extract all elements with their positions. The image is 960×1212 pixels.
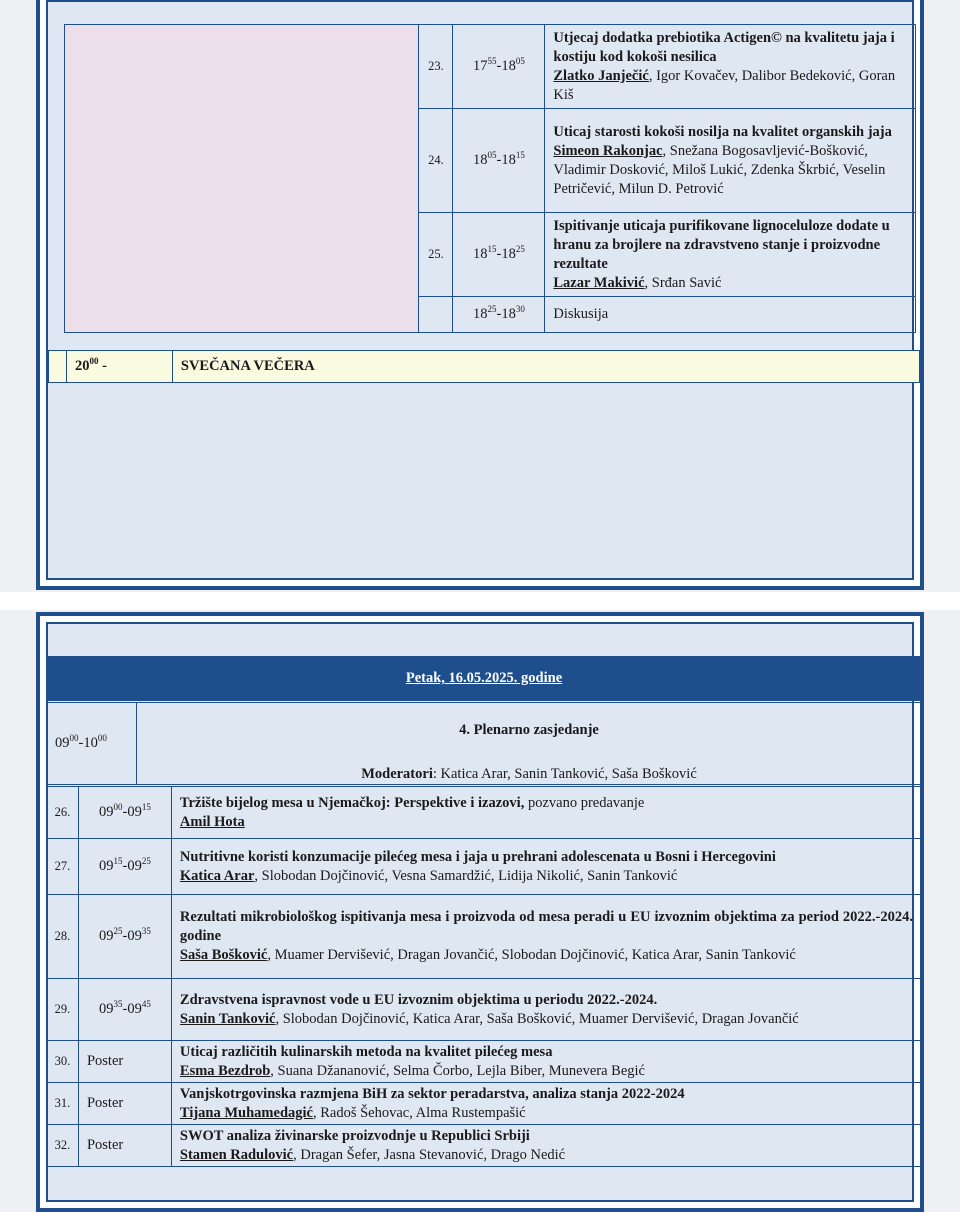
talk-title: Zdravstvena ispravnost vode u EU izvoznim objektima u periodu 2022.-2024.	[179, 991, 658, 1008]
talk-authors: Saša Bošković, Muamer Dervišević, Dragan Jovančić, Slobodan Dojčinović, Katica Arar, Sanin Tanković	[179, 947, 796, 963]
talk-details	[171, 895, 921, 979]
talk-title: Ispitivanje uticaja purifikovane lignoceluloze dodate u hranu za brojlere na zdravstveno stanje i proizvodne rezultate	[553, 217, 890, 272]
poster-details	[171, 1125, 921, 1167]
program-page-1	[36, 0, 924, 590]
session-table	[64, 24, 916, 333]
dinner-row	[48, 350, 920, 383]
page-frame	[46, 622, 914, 1202]
lead-author: Simeon Rakonjac	[553, 142, 663, 159]
talk-title: Tržište bijelog mesa u Njemačkoj: Perspektive i izazovi,	[179, 794, 525, 811]
talks-table	[46, 786, 922, 1167]
lead-author: Tijana Muhamedagić	[179, 1104, 313, 1121]
lead-author: Lazar Makivić	[553, 274, 645, 291]
talk-time: $09^{25}-09^{35}$	[78, 895, 171, 979]
talk-time: $09^{15}-09^{25}$	[78, 839, 171, 895]
lead-author: Esma Bezdrob	[179, 1062, 271, 1079]
talk-time: $17^{55}-18^{05}$	[453, 25, 545, 109]
dinner-time: $20^{00}$ -	[66, 351, 172, 383]
poster-title: SWOT analiza živinarske proizvodnje u Republici Srbiji	[179, 1127, 530, 1144]
talk-title: Rezultati mikrobiološkog ispitivanja mesa i proizvoda od mesa peradi u EU izvoznim objektima za period 2022.-2024. godine	[179, 909, 913, 944]
plenary-time: $09^{00}-10^{00}$	[47, 703, 137, 785]
talk-authors: Simeon Rakonjac, Snežana Bogosavljević-Bošković, Vladimir Dosković, Miloš Lukić, Zdenka Škrbić, Veselin Petričević, Milun D. Petrović	[553, 142, 886, 197]
poster-title: Vanjskotrgovinska razmjena BiH za sektor peradarstva, analiza stanja 2022-2024	[179, 1085, 685, 1102]
talk-number: 23.	[419, 25, 453, 109]
lead-author: Zlatko Janječić	[553, 67, 649, 84]
poster-type: Poster	[78, 1041, 171, 1083]
day-title: Petak, 16.05.2025. godine	[47, 657, 922, 701]
talk-authors: Sanin Tanković, Slobodan Dojčinović, Katica Arar, Saša Bošković, Muamer Dervišević, Dragan Jovančić	[179, 1010, 799, 1027]
talk-details	[171, 979, 921, 1041]
session-merged-cell	[65, 25, 419, 333]
empty-number-cell	[419, 297, 453, 333]
talk-number: 26.	[47, 787, 79, 839]
talk-time: $18^{15}-18^{25}$	[453, 213, 545, 297]
dinner-label: SVEČANA VEČERA	[172, 351, 919, 383]
poster-type: Poster	[78, 1125, 171, 1167]
poster-authors: Stamen Radulović, Dragan Šefer, Jasna Stevanović, Drago Nedić	[179, 1146, 566, 1163]
moderators: Moderatori: Katica Arar, Sanin Tanković, Saša Bošković	[361, 766, 697, 782]
talk-authors	[180, 813, 913, 832]
lead-author: Amil Hota	[179, 813, 245, 830]
talk-authors: Lazar Makivić, Srđan Savić	[553, 274, 722, 291]
plenary-details	[136, 703, 921, 785]
poster-number: 32.	[47, 1125, 79, 1167]
poster-number: 30.	[47, 1041, 79, 1083]
plenary-header	[46, 702, 922, 785]
discussion-time: $18^{25}-18^{30}$	[453, 297, 545, 333]
plenary-title: 4. Plenarno zasjedanje	[459, 722, 599, 738]
poster-number: 31.	[47, 1083, 79, 1125]
talk-details	[545, 109, 916, 213]
program-page-2	[36, 612, 924, 1212]
poster-details	[171, 1083, 921, 1125]
talk-time: $09^{35}-09^{45}$	[78, 979, 171, 1041]
talk-title: Uticaj starosti kokoši nosilja na kvalitet organskih jaja	[553, 123, 892, 140]
talk-number: 27.	[47, 839, 79, 895]
talk-time: $09^{00}-09^{15}$	[78, 787, 171, 839]
lead-author: Stamen Radulović	[179, 1146, 294, 1163]
talk-title: Nutritivne koristi konzumacije pilećeg mesa i jaja u prehrani adolescenata u Bosni i Hercegovini	[179, 848, 776, 865]
poster-authors: Tijana Muhamedagić, Radoš Šehovac, Alma Rustempašić	[179, 1104, 526, 1121]
lead-author: Sanin Tanković	[179, 1010, 276, 1027]
talk-details	[545, 213, 916, 297]
talk-details	[171, 839, 921, 895]
talk-details	[171, 787, 921, 839]
talk-number: 25.	[419, 213, 453, 297]
talk-time: $18^{05}-18^{15}$	[453, 109, 545, 213]
poster-authors: Esma Bezdrob, Suana Džananović, Selma Čorbo, Lejla Biber, Munevera Begić	[179, 1062, 645, 1079]
poster-details	[171, 1041, 921, 1083]
talk-number: 24.	[419, 109, 453, 213]
lead-author: Katica Arar	[179, 867, 255, 884]
talk-authors: Katica Arar, Slobodan Dojčinović, Vesna Samardžić, Lidija Nikolić, Sanin Tanković	[179, 867, 678, 884]
talk-title: Utjecaj dodatka prebiotika Actigen© na kvalitetu jaja i kostiju kod kokoši nesilica	[553, 29, 895, 65]
lead-author: Saša Bošković	[179, 947, 268, 963]
day-header	[46, 656, 922, 701]
talk-details	[545, 25, 916, 109]
talk-authors: Zlatko Janječić, Igor Kovačev, Dalibor Bedeković, Goran Kiš	[553, 67, 896, 103]
talk-number: 28.	[47, 895, 79, 979]
poster-title: Uticaj različitih kulinarskih metoda na kvalitet pilećeg mesa	[179, 1043, 553, 1060]
talk-note: pozvano predavanje	[524, 794, 645, 811]
poster-type: Poster	[78, 1083, 171, 1125]
page-frame	[46, 0, 914, 580]
discussion-label: Diskusija	[545, 297, 916, 333]
talk-number: 29.	[47, 979, 79, 1041]
